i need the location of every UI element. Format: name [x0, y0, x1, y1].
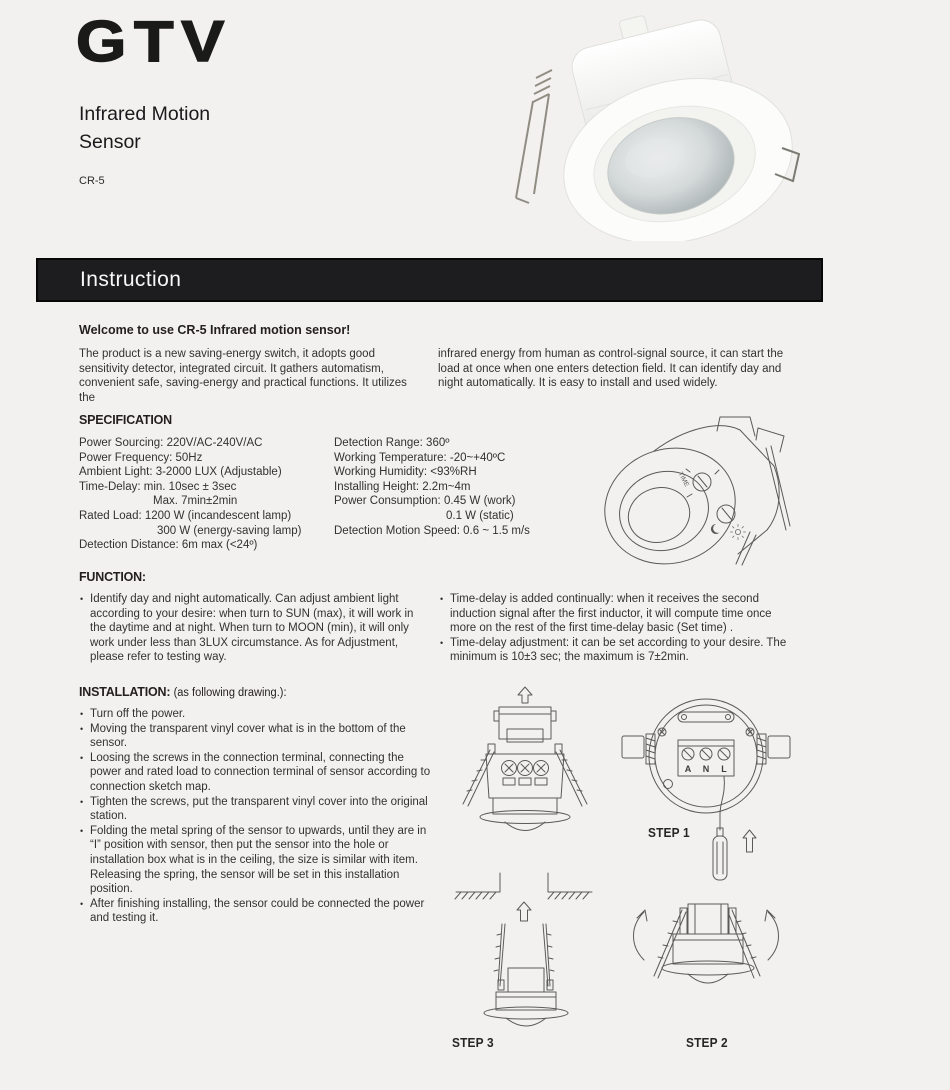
banner-title: Instruction [80, 268, 182, 291]
spring-left [654, 910, 686, 978]
spring-left [494, 924, 505, 986]
sun-icon [731, 525, 746, 540]
diagram-step3 [448, 868, 603, 1033]
spec-line: Detection Motion Speed: 0.6 ~ 1.5 m/s [334, 524, 530, 537]
spec-line: Power Consumption: 0.45 W (work) [334, 495, 516, 508]
step1-label: STEP 1 [648, 826, 690, 840]
step2-label: STEP 2 [686, 1036, 728, 1050]
diagram-step2 [618, 898, 793, 1033]
spring-right [728, 910, 760, 978]
time-dial-label: TIME [676, 471, 691, 489]
page-title-line2: Sensor [79, 131, 141, 153]
terminal-screws [502, 761, 549, 786]
motion-sensor-photo [488, 6, 803, 241]
step3-label: STEP 3 [452, 1036, 494, 1050]
spring-coil-right [757, 734, 766, 764]
spec-line: Working Temperature: -20~+40ºC [334, 451, 506, 464]
curved-arrow-right [765, 910, 779, 960]
up-arrow-icon [517, 902, 531, 921]
lux-dial [717, 505, 735, 523]
intro-col-right: infrared energy from human as control-signal source, it can start the load at once when one enters detection field. It can identify day and night automatically. It is easy to install and used widely. [438, 348, 784, 390]
bullet-item: • Time-delay adjustment: it can be set according to your desire. The minimum is 10±3 sec; the maximum is 7±2min. [439, 636, 793, 665]
terminal-label-n: N [702, 764, 710, 774]
spec-line: 0.1 W (static) [446, 509, 514, 522]
installation-bullets [79, 707, 437, 926]
spec-line: Detection Range: 360º [334, 437, 450, 449]
model-number: CR-5 [79, 175, 105, 187]
page-title [79, 100, 210, 156]
spec-line: Working Humidity: <93%RH [334, 466, 477, 479]
intro-col-left: The product is a new saving-energy switch, it adopts good sensitivity detector, integrated circuit. It gathers automatism, convenient safe, saving-energy and practical functions. It utilizes the [79, 348, 407, 404]
screwdriver-icon [713, 814, 727, 880]
brand-logo: GTV [76, 8, 232, 74]
spring-clip-left [516, 70, 552, 203]
spec-line: Ambient Light: 3-2000 LUX (Adjustable) [79, 466, 282, 479]
spec-list-left [79, 436, 301, 553]
diagram-step1 [618, 690, 793, 900]
page-title-line1: Infrared Motion [79, 103, 211, 125]
installation-heading-suffix: (as following drawing.): [173, 687, 287, 699]
bullet-item: • Identify day and night automatically. Can adjust ambient light according to your desire: when turn to SUN (max), it will work in the daytime and at night. When turn to MOON (min), it will only work under less than 3LUX circumstance. As for Adjustment, please refer to testing way. [79, 592, 429, 665]
bullet-item: • Time-delay is added continually: when it receives the second induction signal after the first inductor, it will compute time once more on the rest of the first time-delay basic (Set time) . [439, 592, 793, 636]
installation-heading [79, 684, 287, 699]
spec-line: 300 W (energy-saving lamp) [157, 524, 302, 537]
ceiling-left [456, 873, 500, 892]
spec-list-right [334, 436, 530, 538]
up-arrow-icon [743, 830, 756, 852]
bullet-item: • Turn off the power. [79, 707, 437, 722]
moon-icon [711, 524, 720, 534]
bullet-item: • Loosing the screws in the connection terminal, connecting the power and rated load to connection terminal of sensor according to connection sketch map. [79, 751, 437, 795]
up-arrow-icon [518, 687, 532, 703]
spec-line: Power Sourcing: 220V/AC-240V/AC [79, 437, 263, 449]
spring-right [543, 924, 554, 986]
wire [720, 776, 724, 814]
installation-heading-text: INSTALLATION: [79, 684, 171, 699]
product-photo [488, 6, 803, 241]
sensor-line-drawing [590, 414, 795, 572]
bullet-item: • After finishing installing, the sensor could be connected the power and testing it. [79, 897, 437, 926]
spec-line: Max. 7min±2min [153, 495, 238, 508]
curved-arrow-left [634, 910, 648, 960]
spec-line: Detection Distance: 6m max (<24º) [79, 539, 258, 552]
function-bullets-left [79, 592, 429, 665]
instruction-banner [36, 258, 823, 302]
diagram-cover-removal [450, 686, 600, 836]
terminal-label-l: L [721, 764, 727, 774]
function-columns [79, 592, 793, 665]
spring-coil-left [646, 734, 655, 764]
bullet-item: • Moving the transparent vinyl cover what is in the bottom of the sensor. [79, 722, 437, 751]
spec-line: Time-Delay: min. 10sec ± 3sec [79, 480, 237, 493]
spec-line: Installing Height: 2.2m~4m [334, 480, 471, 493]
ceiling-right [548, 873, 592, 892]
spec-line: Power Frequency: 50Hz [79, 451, 203, 464]
specification-heading: SPECIFICATION [79, 412, 172, 427]
spring-right [766, 446, 790, 530]
intro-paragraphs [79, 347, 785, 405]
bullet-item: • Tighten the screws, put the transparent vinyl cover into the original station. [79, 795, 437, 824]
spec-line: Rated Load: 1200 W (incandescent lamp) [79, 509, 292, 522]
welcome-heading: Welcome to use CR-5 Infrared motion sensor! [79, 323, 351, 337]
bullet-item: • Folding the metal spring of the sensor to upwards, until they are in “I” position with sensor, then put the sensor into the hole or installation box what is in the ceiling, the size is similar with item. Releasing the spring, the sensor will be set in this installation position. [79, 824, 437, 897]
terminal-label-a: A [684, 764, 692, 774]
function-heading: FUNCTION: [79, 569, 146, 584]
function-bullets-right [439, 592, 793, 665]
